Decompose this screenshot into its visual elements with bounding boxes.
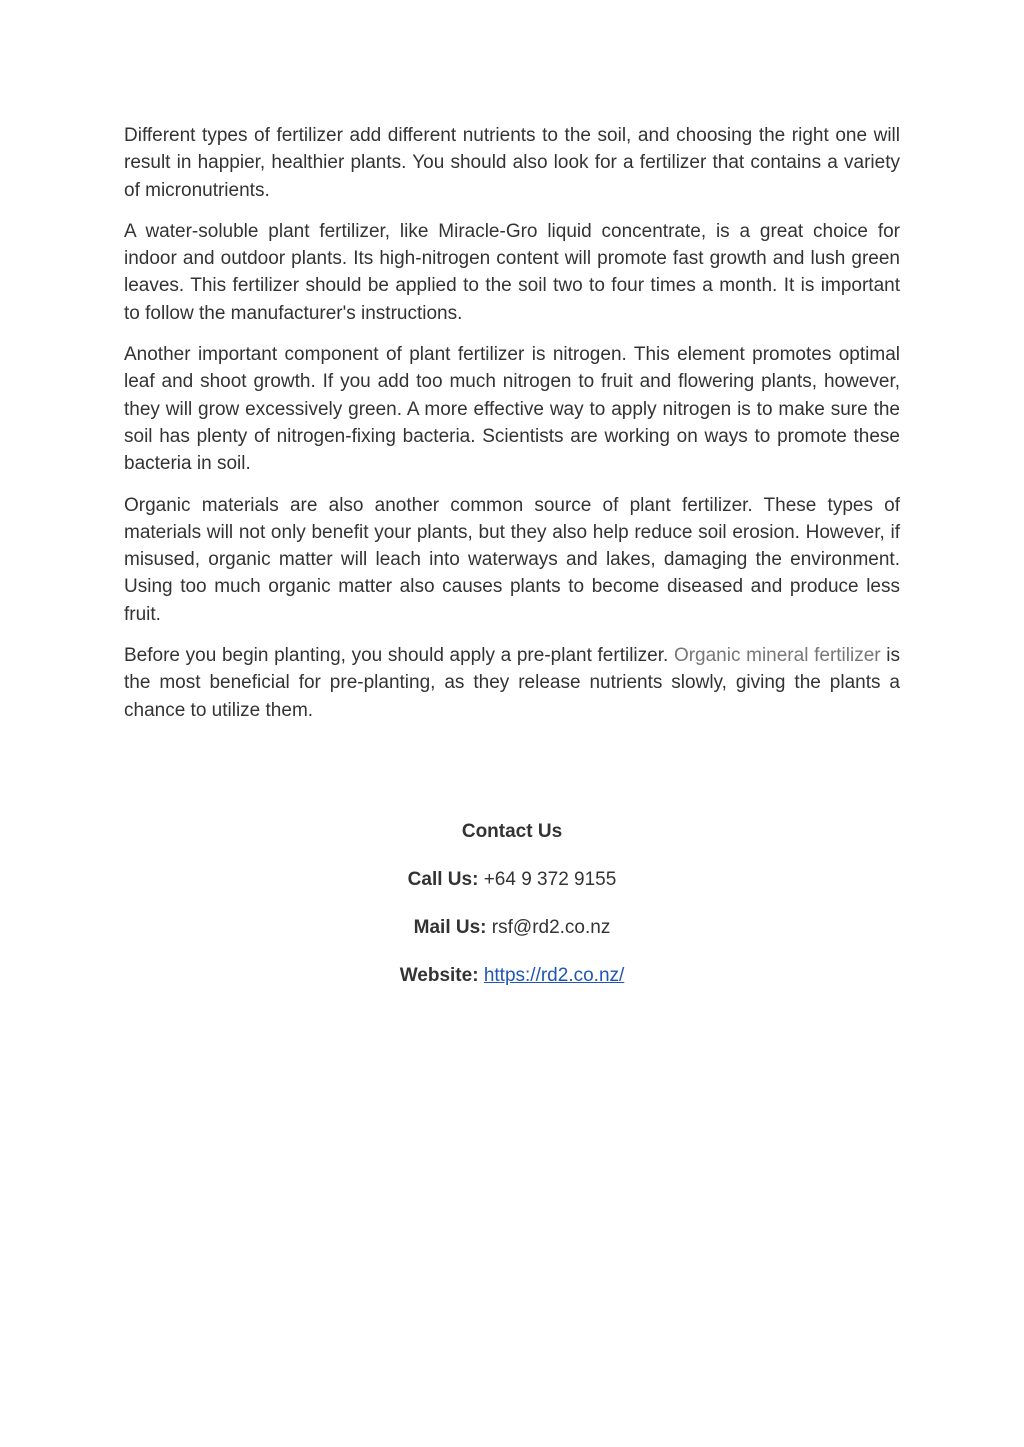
email-address: rsf@rd2.co.nz [486, 917, 611, 938]
phone-number: +64 9 372 9155 [478, 869, 617, 890]
website-label: Website: [399, 965, 479, 986]
website-link[interactable]: https://rd2.co.nz/ [483, 965, 625, 986]
paragraph-water-soluble: A water-soluble plant fertilizer, like Miracle-Gro liquid concentrate, is a great choice for indoor and outdoor plants. Its high-nitrogen content will promote fast growth and lush green leaves. This fertilizer should be applied to the soil two to four times a month. It is important to follow the manufacturer's instructions. [124, 220, 900, 324]
call-label: Call Us: [407, 869, 479, 890]
pre-plant-text-before: Before you begin planting, you should apply a pre-plant fertilizer. [124, 645, 674, 667]
mail-label: Mail Us: [413, 917, 487, 938]
paragraph-nitrogen: Another important component of plant fertilizer is nitrogen. This element promotes optimal leaf and shoot growth. If you add too much nitrogen to fruit and flowering plants, however, they will grow excessively green. A more effective way to apply nitrogen is to make sure the soil has plenty of nitrogen-fixing bacteria. Scientists are working on ways to promote these bacteria in soil. [124, 344, 900, 475]
contact-website [0, 959, 1024, 1007]
article-body [124, 122, 900, 738]
contact-section [0, 815, 1024, 1007]
paragraph-organic-materials: Organic materials are also another common source of plant fertilizer. These types of materials will not only benefit your plants, but they also help reduce soil erosion. However, if misused, organic matter will leach into waterways and lakes, damaging the environment. Using too much organic matter also causes plants to become diseased and produce less fruit. [124, 494, 900, 625]
contact-phone [0, 863, 1024, 911]
pre-plant-text-after: is the most beneficial for pre-planting, as they release nutrients slowly, giving the plants a chance to utilize them. [124, 645, 900, 721]
contact-email [0, 911, 1024, 959]
paragraph-fertilizer-types: Different types of fertilizer add different nutrients to the soil, and choosing the right one will result in happier, healthier plants. You should also look for a fertilizer that contains a variety of micronutrients. [124, 125, 900, 201]
contact-title: Contact Us [461, 821, 563, 842]
organic-mineral-fertilizer-link[interactable]: Organic mineral fertilizer [673, 645, 881, 667]
paragraph-pre-plant [124, 642, 900, 724]
